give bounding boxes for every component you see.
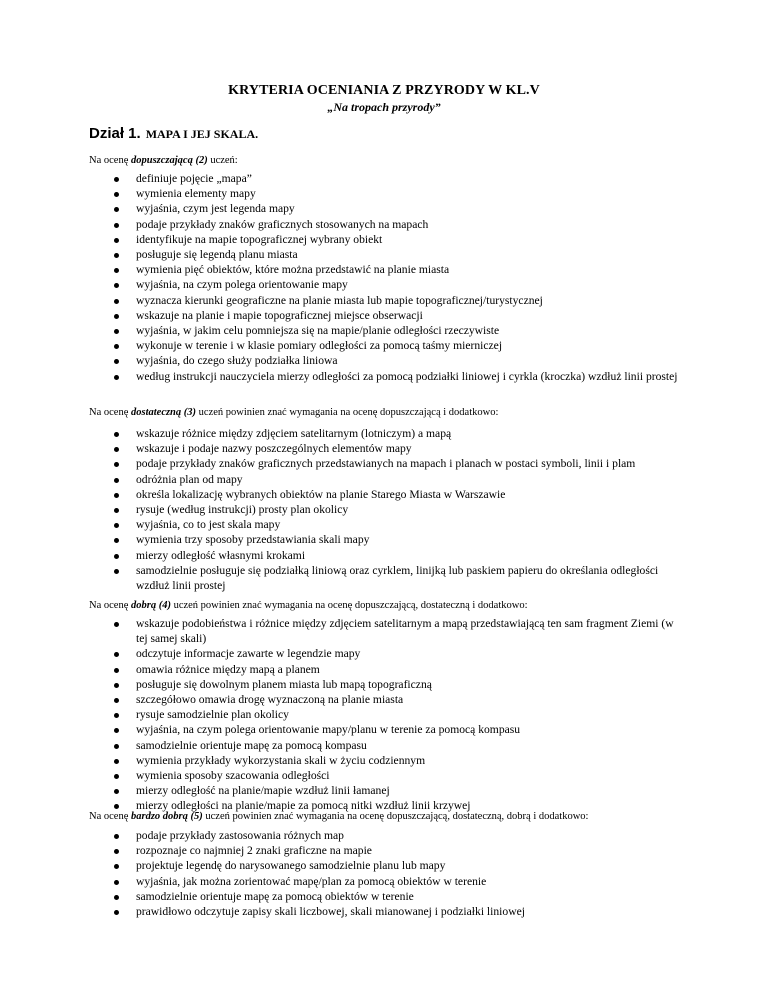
requirement-item: samodzielnie orientuje mapę za pomocą kompasu (113, 738, 683, 753)
requirement-item: wyznacza kierunki geograficzne na planie miasta lub mapie topograficznej/turystycznej (113, 293, 683, 308)
requirement-item: podaje przykłady znaków graficznych stosowanych na mapach (113, 217, 683, 232)
grade-level: dopuszczającą (2) (130, 155, 208, 166)
grade-intro-2 (89, 155, 238, 166)
document-title: KRYTERIA OCENIANIA Z PRZYRODY W KL.V (228, 83, 540, 98)
requirement-item: wymienia elementy mapy (113, 186, 683, 201)
grade-intro-suffix: uczeń: (207, 155, 238, 166)
requirement-item: samodzielnie orientuje mapę za pomocą obiektów w terenie (113, 889, 683, 904)
section-heading (89, 125, 258, 143)
requirement-item: wyjaśnia, co to jest skala mapy (113, 517, 683, 532)
section-number: Dział 1. (89, 125, 141, 142)
requirement-item: wymienia sposoby szacowania odległości (113, 768, 683, 783)
section-topic-period: . (255, 127, 259, 141)
grade-intro-suffix: uczeń powinien znać wymagania na ocenę dopuszczającą, dostateczną i dodatkowo: (170, 600, 528, 611)
grade-intro-4 (89, 600, 528, 611)
requirement-item: wymienia przykłady wykorzystania skali w życiu codziennym (113, 753, 683, 768)
grade-intro-suffix: uczeń powinien znać wymagania na ocenę dopuszczającą i dodatkowo: (196, 407, 499, 418)
requirement-item: wyjaśnia, jak można zorientować mapę/plan za pomocą obiektów w terenie (113, 874, 683, 889)
requirement-item: posługuje się legendą planu miasta (113, 247, 683, 262)
requirement-item: rysuje samodzielnie plan okolicy (113, 707, 683, 722)
grade-intro-suffix: uczeń powinien znać wymagania na ocenę dopuszczającą, dostateczną, dobrą i dodatkowo: (202, 811, 589, 822)
requirement-item: mierzy odległości na planie/mapie za pomocą nitki wzdłuż linii krzywej (113, 798, 683, 813)
requirement-item: samodzielnie posługuje się podziałką liniową oraz cyrklem, linijką lub paskiem papieru do określania odległości wzdłuż linii prostej (113, 563, 683, 593)
grade-level: bardzo dobrą (5) (130, 811, 203, 822)
requirement-item: identyfikuje na mapie topograficznej wybrany obiekt (113, 232, 683, 247)
requirement-item: rysuje (według instrukcji) prosty plan okolicy (113, 502, 683, 517)
requirement-item: według instrukcji nauczyciela mierzy odległości za pomocą podziałki liniowej i cyrkla (kroczka) wzdłuż linii prostej (113, 369, 683, 384)
requirement-item: wyjaśnia, do czego służy podziałka liniowa (113, 353, 683, 368)
section-topic: MAPA I JEJ SKALA (145, 127, 256, 141)
requirement-item: wskazuje na planie i mapie topograficznej miejsce obserwacji (113, 308, 683, 323)
grade-2-requirements (113, 171, 683, 384)
requirement-item: rozpoznaje co najmniej 2 znaki graficzne na mapie (113, 843, 683, 858)
requirement-item: definiuje pojęcie „mapa” (113, 171, 683, 186)
requirement-item: wyjaśnia, czym jest legenda mapy (113, 201, 683, 216)
requirement-item: wyjaśnia, na czym polega orientowanie mapy (113, 277, 683, 292)
grade-5-requirements (113, 828, 683, 919)
grade-level: dobrą (4) (130, 600, 171, 611)
requirement-item: wyjaśnia, w jakim celu pomniejsza się na mapie/planie odległości rzeczywiste (113, 323, 683, 338)
requirement-item: prawidłowo odczytuje zapisy skali liczbowej, skali mianowanej i podziałki liniowej (113, 904, 683, 919)
requirement-item: mierzy odległość własnymi krokami (113, 548, 683, 563)
grade-intro-prefix: Na ocenę (89, 600, 131, 611)
requirement-item: wskazuje podobieństwa i różnice między zdjęciem satelitarnym a mapą przedstawiającą ten sam fragment Ziemi (w tej samej skali) (113, 616, 683, 646)
grade-3-requirements (113, 426, 683, 593)
requirement-item: omawia różnice między mapą a planem (113, 662, 683, 677)
requirement-item: wykonuje w terenie i w klasie pomiary odległości za pomocą taśmy mierniczej (113, 338, 683, 353)
requirement-item: określa lokalizację wybranych obiektów na planie Starego Miasta w Warszawie (113, 487, 683, 502)
requirement-item: wyjaśnia, na czym polega orientowanie mapy/planu w terenie za pomocą kompasu (113, 722, 683, 737)
requirement-item: wskazuje i podaje nazwy poszczególnych elementów mapy (113, 441, 683, 456)
grade-intro-prefix: Na ocenę (89, 407, 131, 418)
document-subtitle: „Na tropach przyrody” (327, 100, 441, 114)
requirement-item: wymienia pięć obiektów, które można przedstawić na planie miasta (113, 262, 683, 277)
grade-4-requirements (113, 616, 683, 814)
grade-level: dostateczną (3) (130, 407, 197, 418)
requirement-item: projektuje legendę do narysowanego samodzielnie planu lub mapy (113, 858, 683, 873)
requirement-item: wymienia trzy sposoby przedstawiania skali mapy (113, 532, 683, 547)
requirement-item: szczegółowo omawia drogę wyznaczoną na planie miasta (113, 692, 683, 707)
grade-intro-3 (89, 407, 498, 418)
grade-intro-prefix: Na ocenę (89, 155, 131, 166)
grade-intro-5 (89, 811, 588, 822)
requirement-item: posługuje się dowolnym planem miasta lub mapą topograficzną (113, 677, 683, 692)
requirement-item: podaje przykłady zastosowania różnych map (113, 828, 683, 843)
requirement-item: mierzy odległość na planie/mapie wzdłuż linii łamanej (113, 783, 683, 798)
requirement-item: odróżnia plan od mapy (113, 472, 683, 487)
requirement-item: odczytuje informacje zawarte w legendzie mapy (113, 646, 683, 661)
requirement-item: podaje przykłady znaków graficznych przedstawianych na mapach i planach w postaci symboli, linii i plam (113, 456, 683, 471)
requirement-item: wskazuje różnice między zdjęciem satelitarnym (lotniczym) a mapą (113, 426, 683, 441)
grade-intro-prefix: Na ocenę (89, 811, 131, 822)
